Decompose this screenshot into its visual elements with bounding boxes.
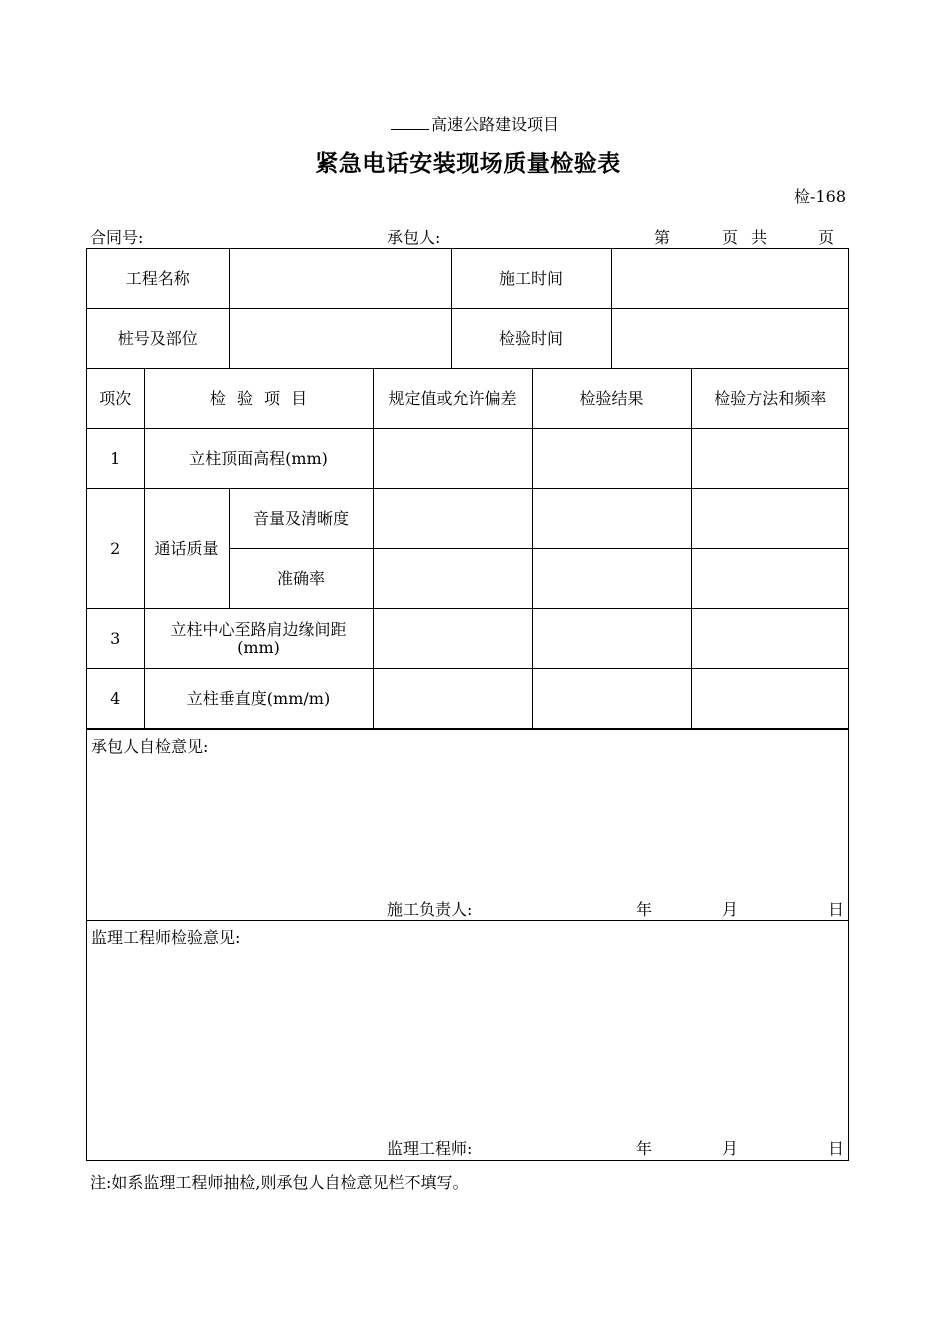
table-row xyxy=(87,429,849,489)
supervisor-opinion-label: 监理工程师检验意见: xyxy=(91,928,241,947)
row-item: 立柱中心至路肩边缘间距(mm) xyxy=(144,609,373,669)
construction-time-field[interactable] xyxy=(611,249,849,309)
inspection-time-label: 检验时间 xyxy=(451,309,611,369)
result-cell[interactable] xyxy=(532,669,691,729)
row-no: 2 xyxy=(87,489,144,609)
method-cell[interactable] xyxy=(691,489,849,549)
form-code: 检-168 xyxy=(794,187,846,206)
spec-cell[interactable] xyxy=(373,669,532,729)
row-item: 立柱顶面高程(mm) xyxy=(144,429,373,489)
station-label: 桩号及部位 xyxy=(87,309,229,369)
info-table xyxy=(87,249,849,369)
table-header-row xyxy=(87,369,849,429)
table-row xyxy=(87,489,849,549)
spec-cell[interactable] xyxy=(373,609,532,669)
contractor-opinion-label: 承包人自检意见: xyxy=(91,737,209,756)
supervisor-day: 日 xyxy=(828,1139,845,1158)
station-field[interactable] xyxy=(229,309,451,369)
row-no: 3 xyxy=(87,609,144,669)
page-di: 第 xyxy=(654,228,671,247)
contractor-month: 月 xyxy=(722,900,739,919)
result-cell[interactable] xyxy=(532,549,691,609)
contract-label: 合同号: xyxy=(90,228,144,247)
project-name-label: 工程名称 xyxy=(87,249,229,309)
inspection-form xyxy=(86,248,849,1161)
row-sub-item: 准确率 xyxy=(229,549,373,609)
method-cell[interactable] xyxy=(691,609,849,669)
contractor-opinion-section[interactable] xyxy=(87,729,848,920)
spec-cell[interactable] xyxy=(373,549,532,609)
page-ye: 页 xyxy=(818,228,835,247)
header-item-no: 项次 xyxy=(87,369,144,429)
project-name-field[interactable] xyxy=(229,249,451,309)
construction-time-label: 施工时间 xyxy=(451,249,611,309)
spec-cell[interactable] xyxy=(373,489,532,549)
project-name-blank[interactable] xyxy=(391,115,429,130)
table-row xyxy=(87,609,849,669)
row-no: 1 xyxy=(87,429,144,489)
row-no: 4 xyxy=(87,669,144,729)
row-item: 立柱垂直度(mm/m) xyxy=(144,669,373,729)
result-cell[interactable] xyxy=(532,609,691,669)
header-method: 检验方法和频率 xyxy=(691,369,849,429)
method-cell[interactable] xyxy=(691,549,849,609)
supervisor-year: 年 xyxy=(636,1139,653,1158)
inspection-time-field[interactable] xyxy=(611,309,849,369)
contractor-label: 承包人: xyxy=(387,228,441,247)
table-row xyxy=(87,669,849,729)
footnote: 注:如系监理工程师抽检,则承包人自检意见栏不填写。 xyxy=(90,1173,469,1192)
method-cell[interactable] xyxy=(691,669,849,729)
contractor-day: 日 xyxy=(828,900,845,919)
project-suffix: 高速公路建设项目 xyxy=(430,115,559,134)
contractor-signer-label: 施工负责人: xyxy=(387,900,473,919)
spec-cell[interactable] xyxy=(373,429,532,489)
result-cell[interactable] xyxy=(532,489,691,549)
row-sub-item: 音量及清晰度 xyxy=(229,489,373,549)
check-table xyxy=(87,369,849,729)
method-cell[interactable] xyxy=(691,429,849,489)
page-ye-gong: 页 共 xyxy=(722,228,768,247)
header-spec: 规定值或允许偏差 xyxy=(373,369,532,429)
supervisor-month: 月 xyxy=(722,1139,739,1158)
form-title: 紧急电话安装现场质量检验表 xyxy=(315,150,621,177)
project-line xyxy=(0,112,950,135)
supervisor-opinion-section[interactable] xyxy=(87,920,848,1160)
row-group: 通话质量 xyxy=(144,489,229,609)
supervisor-signer-label: 监理工程师: xyxy=(387,1139,473,1158)
contractor-year: 年 xyxy=(636,900,653,919)
header-check-item: 检 验 项 目 xyxy=(144,369,373,429)
header-result: 检验结果 xyxy=(532,369,691,429)
result-cell[interactable] xyxy=(532,429,691,489)
